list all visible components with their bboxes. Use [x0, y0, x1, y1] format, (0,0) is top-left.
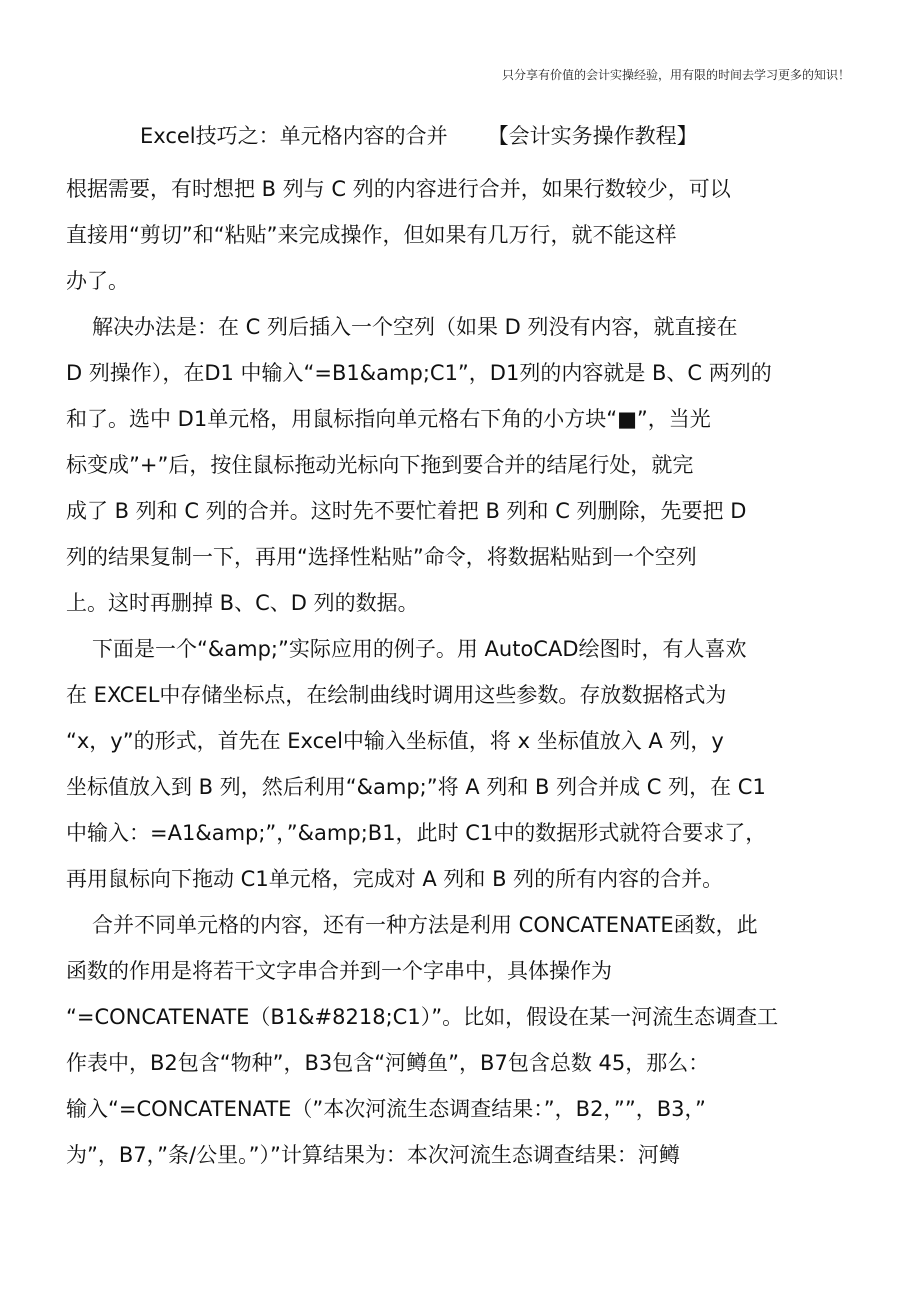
- document-title: [140, 120, 698, 150]
- text-line: 再用鼠标向下拖动 C1单元格，完成对 A 列和 B 列的所有内容的合并。: [66, 867, 724, 891]
- text-line: 办了。: [66, 269, 129, 293]
- text-line: 在 EXCEL中存储坐标点，在绘制曲线时调用这些参数。存放数据格式为: [66, 683, 727, 707]
- text-line: 标变成”+”后，按住鼠标拖动光标向下拖到要合并的结尾行处，就完: [66, 453, 694, 477]
- text-line: “x，y”的形式，首先在 Excel中输入坐标值，将 x 坐标值放入 A 列，y: [66, 729, 724, 753]
- text-line: 为”，B7，”条/公里。”）”计算结果为：本次河流生态调查结果：河鳟: [66, 1143, 680, 1167]
- text-line: 和了。选中 D1单元格，用鼠标指向单元格右下角的小方块“■”，当光: [66, 407, 711, 431]
- text-line: 作表中，B2包含“物种”，B3包含“河鳟鱼”，B7包含总数 45，那么：: [66, 1051, 710, 1075]
- text-line: 解决办法是：在 C 列后插入一个空列（如果 D 列没有内容，就直接在: [92, 315, 738, 339]
- text-line: 列的结果复制一下，再用“选择性粘贴”命令，将数据粘贴到一个空列: [66, 545, 697, 569]
- text-line: 上。这时再删掉 B、C、D 列的数据。: [66, 591, 419, 615]
- text-line: D 列操作），在D1 中输入“=B1&amp;C1”，D1列的内容就是 B、C 两列的: [66, 361, 772, 385]
- text-line: 函数的作用是将若干文字串合并到一个字串中，具体操作为: [66, 959, 612, 983]
- text-line: 下面是一个“&amp;”实际应用的例子。用 AutoCAD绘图时，有人喜欢: [92, 637, 747, 661]
- title-main: Excel技巧之：单元格内容的合并: [140, 124, 448, 148]
- title-sub: 【会计实务操作教程】: [487, 124, 698, 148]
- text-line: 坐标值放入到 B 列，然后利用“&amp;”将 A 列和 B 列合并成 C 列，在 C1: [66, 775, 766, 799]
- text-line: 直接用“剪切”和“粘贴”来完成操作，但如果有几万行，就不能这样: [66, 223, 677, 247]
- text-line: 中输入：=A1&amp;”，”&amp;B1，此时 C1中的数据形式就符合要求了，: [66, 821, 767, 845]
- text-line: 合并不同单元格的内容，还有一种方法是利用 CONCATENATE函数，此: [92, 913, 758, 937]
- header-note: 只分享有价值的会计实操经验，用有限的时间去学习更多的知识！: [501, 68, 850, 82]
- document-body: [66, 166, 876, 1178]
- text-line: “=CONCATENATE（B1&#8218;C1）”。比如，假设在某一河流生态调查工: [66, 1005, 779, 1029]
- text-line: 根据需要，有时想把 B 列与 C 列的内容进行合并，如果行数较少，可以: [66, 177, 731, 201]
- text-line: 成了 B 列和 C 列的合并。这时先不要忙着把 B 列和 C 列删除，先要把 D: [66, 499, 747, 523]
- text-line: 输入“=CONCATENATE（”本次河流生态调查结果：”，B2，””，B3，”: [66, 1097, 706, 1121]
